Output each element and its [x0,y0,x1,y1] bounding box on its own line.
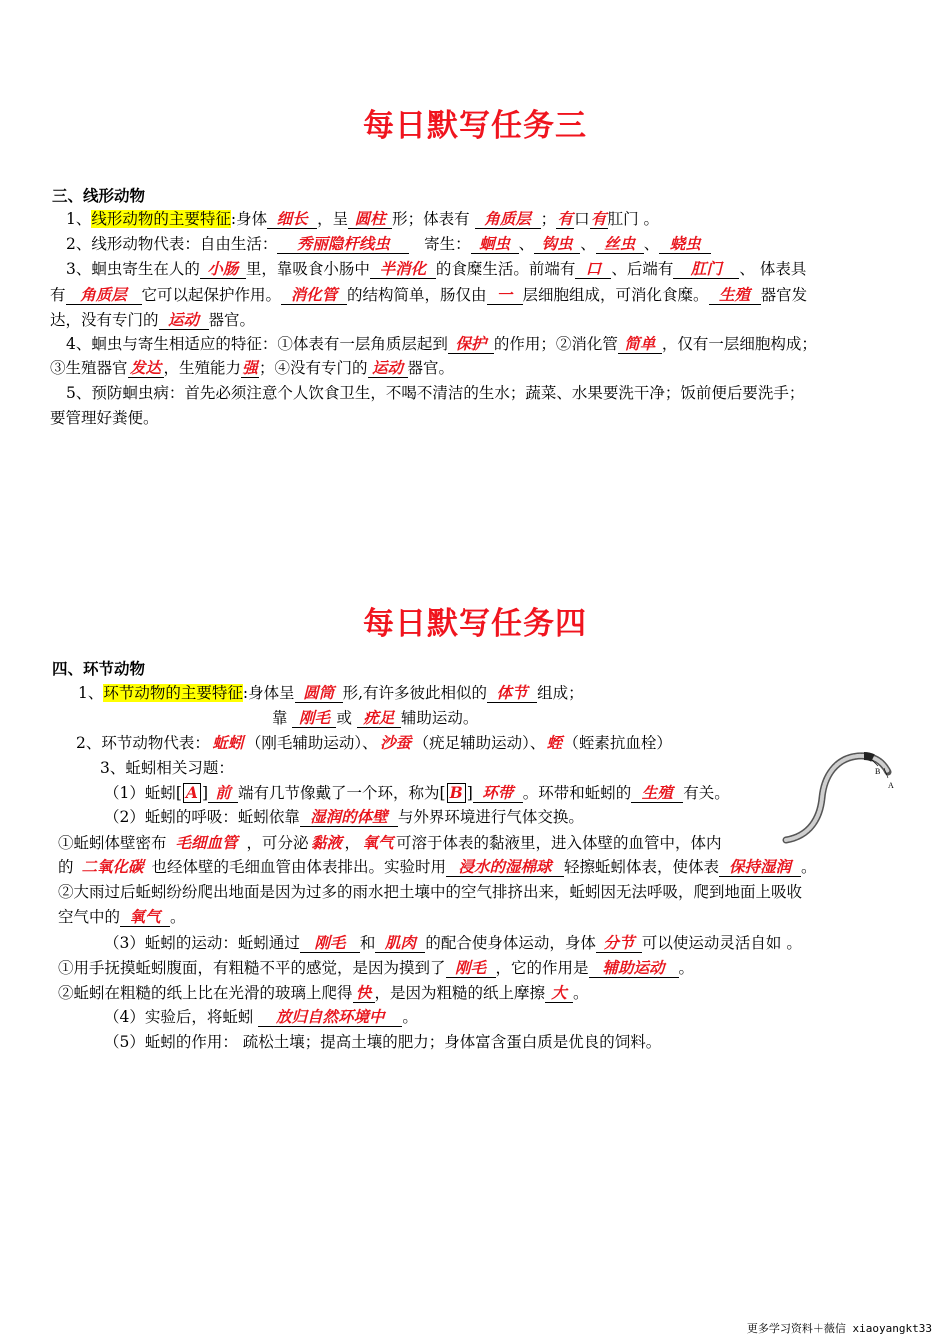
blank: 保持湿润 [719,858,801,877]
task3-line-1: 1、线形动物的主要特征:身体 细长 ，呈 圆柱 形；体表有 角质层 ；有口有肛门 。 [66,209,660,228]
answer: 二氧化碳 [81,857,144,876]
task4-line-7: ①蚯蚓体壁密布 毛细血管 ，可分泌 黏液 ， 氧气 可溶于体表的黏液里，进入体壁的血管中，体内 [58,833,722,852]
answer: 黏液 [311,833,343,852]
blank: 圆筒 [295,684,343,703]
task4-line-13: ②蚯蚓在粗糙的纸上比在光滑的玻璃上爬得 快 ，是因为粗糙的纸上摩擦 大 。 [58,983,589,1002]
blank: 刚毛 [300,934,360,953]
blank: 体节 [487,684,537,703]
title-task3: 每日默写任务三 [363,108,587,144]
blank: 肌肉 [375,934,425,953]
blank: 半消化 [370,260,436,279]
worm-clitellum [864,756,873,758]
blank: 一 [487,286,523,305]
blank: 保护 [448,335,494,354]
task4-line-1: 1、环节动物的主要特征:身体呈 圆筒 形,有许多彼此相似的 体节 组成； [78,683,584,702]
blank: 有 [590,209,607,228]
blank: 疣足 [357,709,401,728]
blank: 口 [575,260,611,279]
blank: 小肠 [200,260,246,279]
task4-line-9: ②大雨过后蚯蚓纷纷爬出地面是因为过多的雨水把土壤中的空气排挤出来，蚯蚓因无法呼吸，爬到地面上吸收 [58,883,803,901]
task4-line-15: （5）蚯蚓的作用： 疏松土壤；提高土壤的肥力；身体富含蛋白质是优良的饲料。 [104,1033,662,1051]
blank: 运动 [159,311,209,330]
worm-body [786,756,888,840]
blank: 刚毛 [446,959,496,978]
blank: 蛔虫 [471,235,519,254]
figure-label-a: A [888,781,894,790]
blank: 生殖 [631,784,683,803]
figure-label-b: B [875,767,881,776]
blank: 发达 [128,359,164,378]
box-b: B [447,783,466,803]
answer: 蚯蚓 [212,733,244,752]
blank: 圆柱 [348,210,392,229]
answer: 毛细血管 [175,833,238,852]
blank: 环带 [473,784,523,803]
box-a: A [183,783,201,803]
blank: 湿润的体壁 [300,808,398,827]
blank: 前 [208,784,238,803]
task4-line-12: ①用手抚摸蚯蚓腹面，有粗糙不平的感觉，是因为摸到了 刚毛 ，它的作用是 辅助运动 。 [58,958,695,977]
blank: 有 [557,209,573,228]
task3-line-8: 5、预防蛔虫病：首先必须注意个人饮食卫生，不喝不清洁的生水；蔬菜、水果要洗干净；饭前便后要洗手； [66,384,805,402]
blank: 浸水的湿棉球 [446,858,564,877]
blank: 消化管 [281,286,347,305]
earthworm-figure [780,748,898,848]
title-task4: 每日默写任务四 [363,606,587,642]
task4-line-4: 3、蚯蚓相关习题： [100,759,234,777]
blank: 钩虫 [534,235,580,254]
blank: 刚毛 [292,709,336,728]
blank: 放归自然环境中 [258,1008,402,1027]
task3-line-3: 3、蛔虫寄生在人的 小肠 里，靠吸食小肠中 半消化 的食糜生活。前端有 口 、后端有 肛门 、 体表具 [66,259,807,278]
task3-line-9: 要管理好粪便。 [50,409,159,427]
task3-line-4: 有 角质层 它可以起保护作用。 消化管 的结构简单，肠仅由 一 层细胞组成，可消化食糜。 生殖 器官发 [50,285,808,304]
blank: 丝虫 [596,235,644,254]
blank: 快 [353,984,375,1003]
blank: 细长 [267,210,317,229]
blank: 生殖 [709,286,761,305]
blank: 大 [545,984,573,1003]
task4-line-5: （1）蚯蚓[ A ] 前 端有几节像戴了一个环，称为[ B ] 环带 。环带和蚯蚓的 生殖 有关。 [104,783,730,802]
answer: 沙蚕 [380,733,412,752]
task3-line-5: 达，没有专门的 运动 器官。 [50,310,256,329]
task4-line-14: （4）实验后，将蚯蚓 放归自然环境中 。 [104,1007,418,1026]
blank: 辅助运动 [589,959,679,978]
section-heading-3: 三、线形动物 [52,187,146,205]
blank: 肛门 [673,260,739,279]
task3-line-6: 4、蛔虫与寄生相适应的特征：①体表有一层角质层起到 保护 的作用；②消化管 简单 ，仅有一层细胞构成； [66,334,817,353]
task4-line-11: （3）蚯蚓的运动：蚯蚓通过 刚毛 和 肌肉 的配合使身体运动，身体 分节 可以使运动灵活自如 。 [104,933,802,952]
section-heading-4: 四、环节动物 [52,660,146,678]
task4-line-6: （2）蚯蚓的呼吸：蚯蚓依靠 湿润的体壁 与外界环境进行气体交换。 [104,807,584,826]
answer: 蛭 [546,733,563,752]
task4-line-8: 的 二氧化碳 也经体壁的毛细血管由体表排出。实验时用 浸水的湿棉球 轻擦蚯蚓体表，使体表 保持湿润 。 [58,857,817,876]
footer-note: 更多学习资料＋薇信 xiaoyangkt33 [746,1322,932,1335]
blank: 运动 [368,359,408,378]
task3-line-2: 2、线形动物代表：自由生活： 秀丽隐杆线虫 寄生： 蛔虫 、 钩虫 、 丝虫 、 蛲虫 [66,233,916,255]
blank: 简单 [618,335,662,354]
blank: 角质层 [66,286,142,305]
task4-line-2: 靠 刚毛 或 疣足 辅助运动。 [272,708,479,727]
blank: 角质层 [475,210,541,229]
blank: 强 [242,358,258,377]
task4-line-3: 2、环节动物代表： 蚯蚓 （刚毛辅助运动）、 沙蚕 （疣足辅助运动）、蛭（蛭素抗血栓） [76,733,672,752]
task4-line-10: 空气中的 氧气 。 [58,907,186,926]
blank: 秀丽隐杆线虫 [277,235,409,254]
blank: 分节 [596,934,642,953]
answer: 氧气 [362,833,394,852]
blank: 氧气 [120,908,170,927]
blank: 蛲虫 [659,235,711,254]
task3-line-7: ③生殖器官 发达 ，生殖能力强；④没有专门的 运动 器官。 [50,358,455,377]
